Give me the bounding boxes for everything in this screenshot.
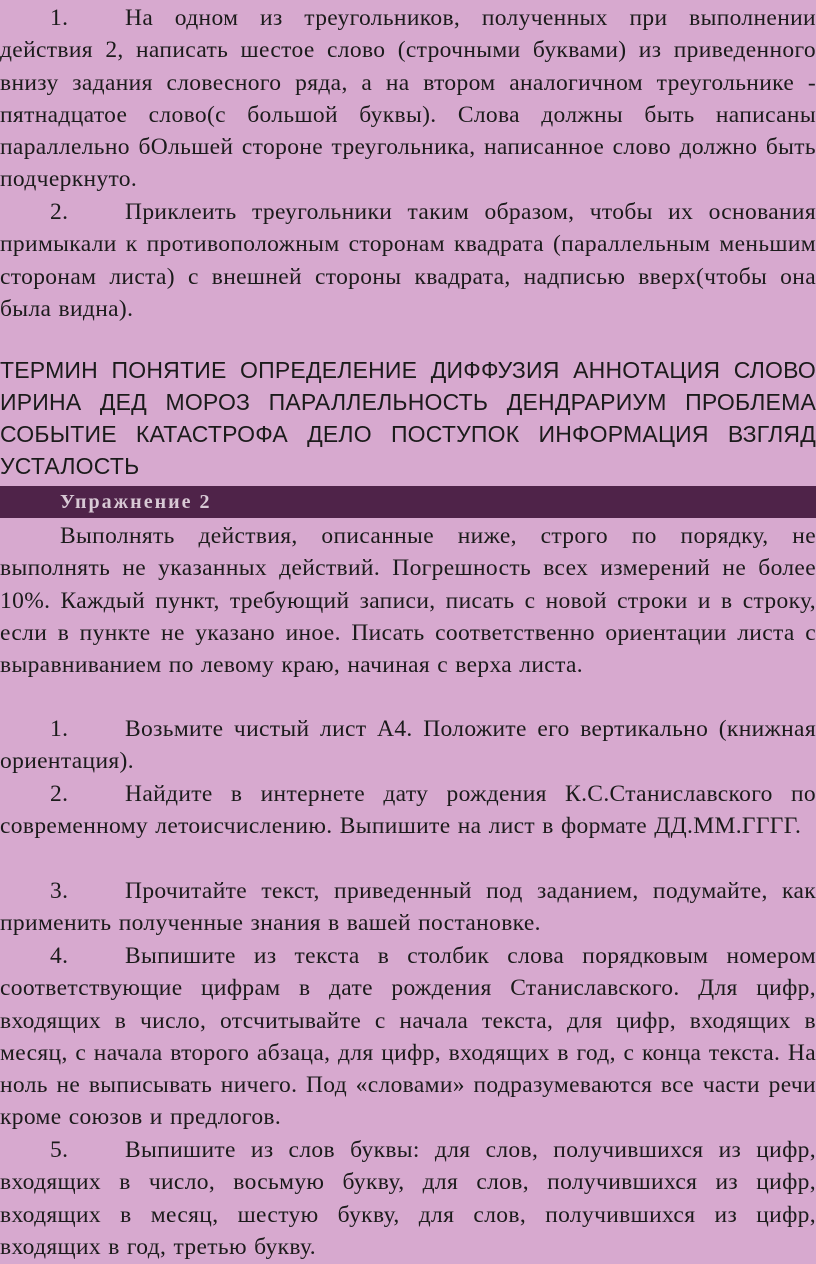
item-text: Выпишите из слов буквы: для слов, получившихся из цифр, входящих в число, восьмую букву, для слов, получившихся из цифр, входящих в месяц, шестую букву, для слов, получившихся из цифр, входящих в год, третью букву. [0, 1137, 816, 1260]
item-text: Приклеить треугольники таким образом, чтобы их основания примыкали к противоположным сторонам квадрата (параллельным меньшим сторонам листа) с внешней стороны квадрата, надписью вверх(чтобы она была видна). [0, 199, 816, 322]
task1-item-1 [0, 2, 816, 196]
item-number: 5. [50, 1137, 69, 1163]
task2-item-3 [0, 875, 816, 940]
task2-item-4 [0, 940, 816, 1134]
item-number: 4. [50, 943, 69, 969]
item-number: 1. [50, 5, 69, 31]
word-row: ТЕРМИН ПОНЯТИЕ ОПРЕДЕЛЕНИЕ ДИФФУЗИЯ АННОТАЦИЯ СЛОВО ИРИНА ДЕД МОРОЗ ПАРАЛЛЕЛЬНОСТЬ ДЕНДРАРИУМ ПРОБЛЕМА СОБЫТИЕ КАТАСТРОФА ДЕЛО ПОСТУПОК ИНФОРМАЦИЯ ВЗГЛЯД УСТАЛОСТЬ [0, 357, 816, 479]
section-header-band [0, 486, 816, 518]
item-text: Выпишите из текста в столбик слова порядковым номером соответствующие цифрам в дате рождения Станиславского. Для цифр, входящих в число, отсчитывайте с начала текста, для цифр, входящих в месяц, с начала второго абзаца, для цифр, входящих в год, с конца текста. На ноль не выписывать ничего. Под «словами» подразумеваются все части речи кроме союзов и предлогов. [0, 943, 816, 1131]
item-text: Найдите в интернете дату рождения К.С.Станиславского по современному летоисчислению. Выпишите на лист в формате ДД.ММ.ГГГГ. [0, 781, 816, 840]
item-text: На одном из треугольников, полученных при выполнении действия 2, написать шестое слово (строчными буквами) из приведенного внизу задания словесного ряда, а на втором аналогичном треугольнике - пятнадцатое слово(с большой буквы). Слова должны быть написаны параллельно бОльшей стороне треугольника, написанное слово должно быть подчеркнуто. [0, 5, 816, 193]
task2-item-5 [0, 1134, 816, 1263]
item-number: 1. [50, 716, 69, 742]
task1-item-2 [0, 196, 816, 325]
task2-item-1 [0, 713, 816, 778]
section-title: Упражнение 2 [60, 491, 212, 513]
item-number: 2. [50, 781, 69, 807]
task2-item-2 [0, 778, 816, 843]
item-text: Прочитайте текст, приведенный под заданием, подумайте, как применить полученные знания в вашей постановке. [0, 878, 816, 937]
exercise-intro: Выполнять действия, описанные ниже, строго по порядку, не выполнять не указанных действий. Погрешность всех измерений не более 10%. Каждый пункт, требующий записи, писать с новой строки и в строку, если в пункте не указано иное. Писать соответственно ориентации листа с выравниванием по левому краю, начиная с верха листа. [0, 523, 816, 679]
item-number: 3. [50, 878, 69, 904]
item-number: 2. [50, 199, 69, 225]
item-text: Возьмите чистый лист А4. Положите его вертикально (книжная ориентация). [0, 716, 816, 775]
